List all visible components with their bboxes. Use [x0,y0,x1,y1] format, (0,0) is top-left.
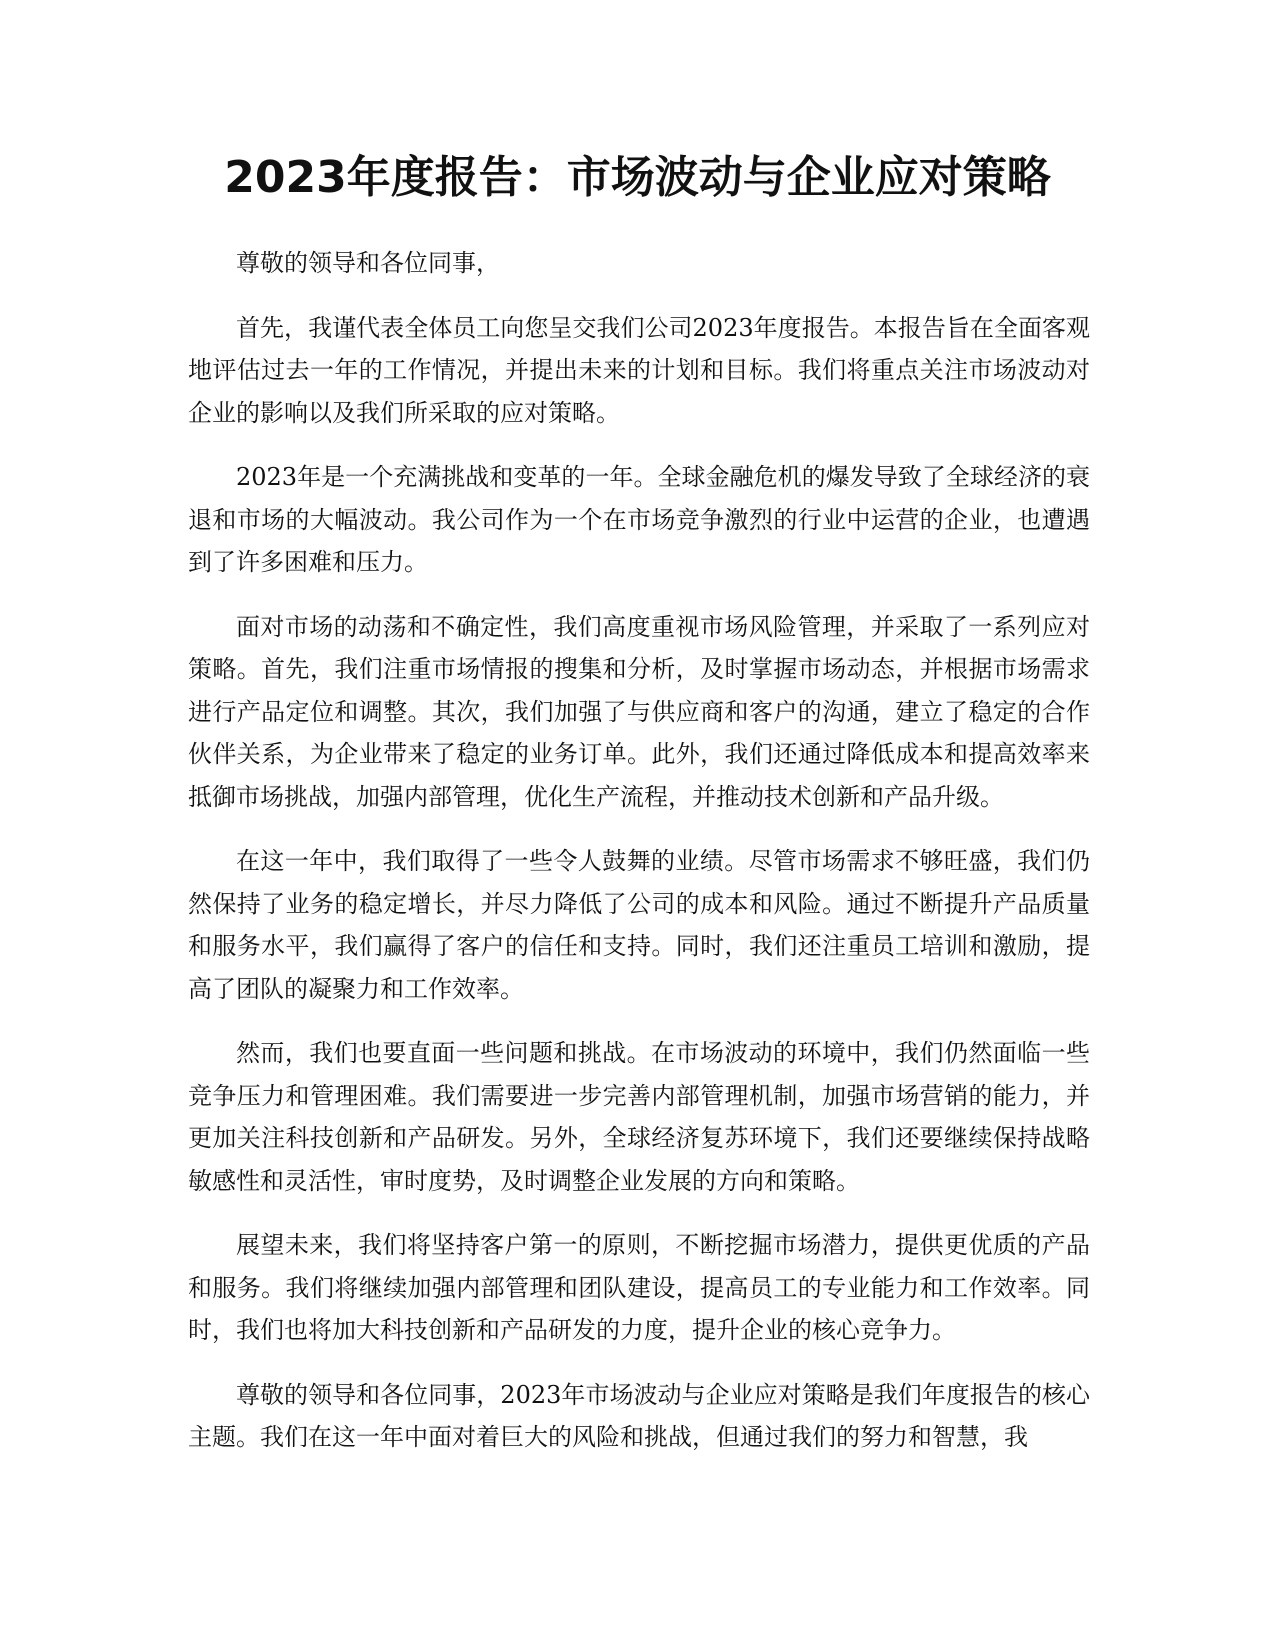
paragraph-salutation: 尊敬的领导和各位同事， [236,249,500,277]
paragraph-challenges: 然而，我们也要直面一些问题和挑战。在市场波动的环境中，我们仍然面临一些竞争压力和管理困难。我们需要进一步完善内部管理机制，加强市场营销的能力，并更加关注科技创新和产品研发。另外，全球经济复苏环境下，我们还要继续保持战略敏感性和灵活性，审时度势，及时调整企业发展的方向和策略。 [188,1039,1090,1195]
paragraph-achievements: 在这一年中，我们取得了一些令人鼓舞的业绩。尽管市场需求不够旺盛，我们仍然保持了业务的稳定增长，并尽力降低了公司的成本和风险。通过不断提升产品质量和服务水平，我们赢得了客户的信任和支持。同时，我们还注重员工培训和激励，提高了团队的凝聚力和工作效率。 [188,847,1090,1003]
document-body [188,242,1090,1481]
paragraph-conclusion: 尊敬的领导和各位同事，2023年市场波动与企业应对策略是我们年度报告的核心主题。我们在这一年中面对着巨大的风险和挑战，但通过我们的努力和智慧，我 [188,1380,1090,1451]
paragraph-introduction: 首先，我谨代表全体员工向您呈交我们公司2023年度报告。本报告旨在全面客观地评估过去一年的工作情况，并提出未来的计划和目标。我们将重点关注市场波动对企业的影响以及我们所采取的应对策略。 [188,313,1090,427]
paragraph-year-overview: 2023年是一个充满挑战和变革的一年。全球金融危机的爆发导致了全球经济的衰退和市场的大幅波动。我公司作为一个在市场竞争激烈的行业中运营的企业，也遭遇到了许多困难和压力。 [188,463,1090,576]
paragraph-outlook: 展望未来，我们将坚持客户第一的原则，不断挖掘市场潜力，提供更优质的产品和服务。我们将继续加强内部管理和团队建设，提高员工的专业能力和工作效率。同时，我们也将加大科技创新和产品研发的力度，提升企业的核心竞争力。 [188,1231,1090,1344]
document-title: 2023年度报告：市场波动与企业应对策略 [224,152,1051,203]
paragraph-strategies: 面对市场的动荡和不确定性，我们高度重视市场风险管理，并采取了一系列应对策略。首先，我们注重市场情报的搜集和分析，及时掌握市场动态，并根据市场需求进行产品定位和调整。其次，我们加强了与供应商和客户的沟通，建立了稳定的合作伙伴关系，为企业带来了稳定的业务订单。此外，我们还通过降低成本和提高效率来抵御市场挑战，加强内部管理，优化生产流程，并推动技术创新和产品升级。 [188,612,1090,811]
